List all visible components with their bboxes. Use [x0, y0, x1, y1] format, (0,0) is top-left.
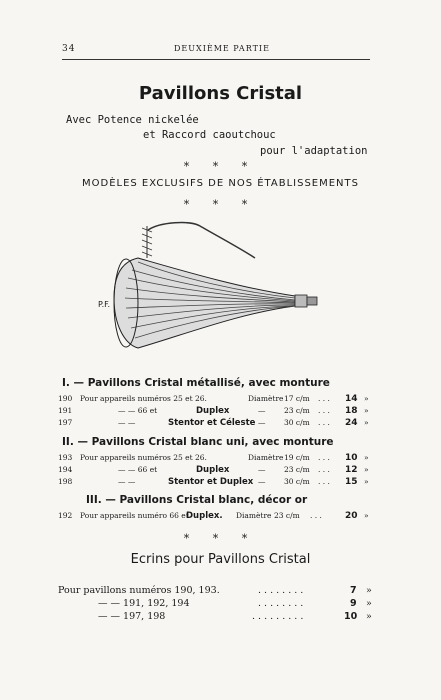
item-dash: Diamètre	[236, 511, 272, 520]
table-row	[58, 511, 372, 523]
item-description: Pour appareils numéro 66 et	[80, 511, 189, 520]
item-mark: »	[364, 394, 369, 403]
item-dash: —	[258, 418, 266, 427]
item-number: 198	[58, 477, 73, 486]
table-row	[58, 394, 372, 406]
item-price: 10	[345, 453, 358, 463]
stars-divider-1: * * *	[183, 160, 258, 173]
ecrin-label: — — 191, 192, 194	[98, 598, 190, 609]
item-dots: . . .	[318, 406, 330, 415]
illustration-label: P.F.	[98, 300, 110, 309]
table-row	[58, 477, 372, 489]
running-header	[62, 44, 372, 58]
subtitle-line-1: Avec Potence nickelée	[66, 114, 199, 126]
ecrin-dots: . . . . . . . .	[258, 598, 304, 609]
table-row	[58, 418, 372, 430]
page-number: 34	[62, 44, 76, 54]
ecrin-price: 7	[350, 585, 357, 596]
item-dash: Diamètre	[248, 453, 284, 462]
table-row	[58, 465, 372, 477]
item-dimension: 30 c/m	[284, 418, 310, 427]
item-dots: . . .	[318, 477, 330, 486]
item-description-bold: Duplex	[196, 406, 230, 416]
item-dash: —	[258, 477, 266, 486]
item-price: 18	[345, 406, 358, 416]
ecrin-dots: . . . . . . . . .	[252, 611, 304, 622]
item-description: — — 66 et	[118, 406, 158, 415]
item-dimension: 23 c/m	[284, 406, 310, 415]
item-dimension: 19 c/m	[284, 453, 310, 462]
ecrin-mark: »	[366, 585, 372, 596]
item-mark: »	[364, 477, 369, 486]
ecrin-label: — — 197, 198	[98, 611, 166, 622]
item-dash: —	[258, 465, 266, 474]
section-3-heading: III. — Pavillons Cristal blanc, décor or	[86, 494, 308, 506]
item-price: 14	[345, 394, 358, 404]
exclusive-models-heading: MODÈLES EXCLUSIFS DE NOS ÉTABLISSEMENTS	[82, 178, 359, 189]
item-number: 194	[58, 465, 73, 474]
item-description-bold: Stentor et Duplex	[168, 477, 254, 487]
item-number: 193	[58, 453, 73, 462]
ecrins-heading: Ecrins pour Pavillons Cristal	[130, 552, 311, 567]
item-number: 197	[58, 418, 73, 427]
item-mark: »	[364, 465, 369, 474]
item-description-bold: Duplex.	[186, 511, 223, 521]
subtitle-line-3: pour l'adaptation	[260, 145, 368, 157]
item-dash: Diamètre	[248, 394, 284, 403]
section-1-heading: I. — Pavillons Cristal métallisé, avec monture	[62, 377, 330, 389]
list-item	[58, 585, 374, 599]
item-description: — —	[118, 418, 136, 427]
section-2-heading: II. — Pavillons Cristal blanc uni, avec monture	[62, 436, 334, 448]
item-mark: »	[364, 453, 369, 462]
item-number: 192	[58, 511, 73, 520]
item-number: 191	[58, 406, 73, 415]
item-dots: . . .	[310, 511, 322, 520]
stars-divider-3: * * *	[183, 532, 258, 545]
item-price: 12	[345, 465, 358, 475]
item-number: 190	[58, 394, 73, 403]
item-dots: . . .	[318, 394, 330, 403]
item-dash: —	[258, 406, 266, 415]
table-row	[58, 406, 372, 418]
item-description: — —	[118, 477, 136, 486]
header-title: DEUXIÈME PARTIE	[174, 44, 270, 53]
header-rule	[62, 59, 370, 60]
item-description-bold: Stentor et Céleste	[168, 418, 256, 428]
item-price: 15	[345, 477, 358, 487]
item-dimension: 17 c/m	[284, 394, 310, 403]
item-description-bold: Duplex	[196, 465, 230, 475]
page-title: Pavillons Cristal	[138, 83, 303, 104]
item-description: Pour appareils numéros 25 et 26.	[80, 394, 207, 403]
item-mark: »	[364, 406, 369, 415]
table-row	[58, 453, 372, 465]
item-description: Pour appareils numéros 25 et 26.	[80, 453, 207, 462]
list-item	[58, 611, 374, 625]
ecrin-price: 9	[350, 598, 357, 609]
horn-illustration	[90, 218, 380, 358]
item-dots: . . .	[318, 465, 330, 474]
subtitle-line-2: et Raccord caoutchouc	[143, 129, 276, 141]
item-dimension: 30 c/m	[284, 477, 310, 486]
item-mark: »	[364, 511, 369, 520]
item-mark: »	[364, 418, 369, 427]
stars-divider-2: * * *	[183, 198, 258, 211]
item-dots: . . .	[318, 453, 330, 462]
item-dimension: 23 c/m	[274, 511, 300, 520]
ecrin-price: 10	[344, 611, 358, 622]
ecrin-label: Pour pavillons numéros 190, 193.	[58, 585, 220, 596]
item-price: 20	[345, 511, 358, 521]
ecrin-mark: »	[366, 598, 372, 609]
item-dots: . . .	[318, 418, 330, 427]
ecrin-dots: . . . . . . . .	[258, 585, 304, 596]
item-description: — — 66 et	[118, 465, 158, 474]
item-dimension: 23 c/m	[284, 465, 310, 474]
list-item	[58, 598, 374, 612]
item-price: 24	[345, 418, 358, 428]
ecrin-mark: »	[366, 611, 372, 622]
